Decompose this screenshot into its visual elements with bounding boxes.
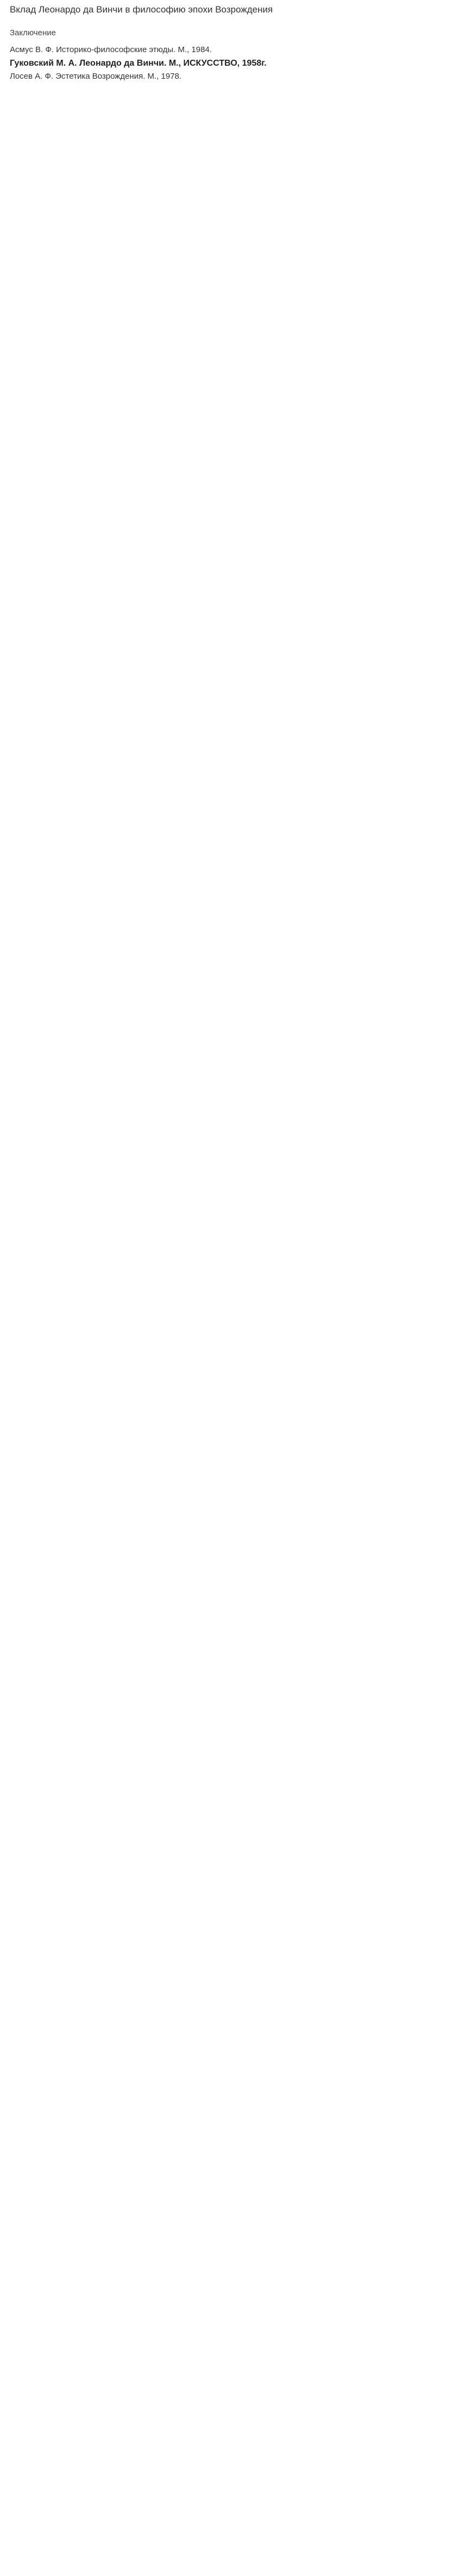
source-item: Гуковский М. А. Леонардо да Винчи. М., ИСКУССТВО, 1958г. (10, 58, 267, 68)
conclusion-heading: Заключение (10, 28, 56, 37)
document-title: Вклад Леонардо да Винчи в философию эпохи Возрождения (10, 4, 273, 15)
source-item: Лосев А. Ф. Эстетика Возрождения. М., 1978. (10, 71, 182, 81)
source-item: Асмус В. Ф. Историко-философские этюды. М., 1984. (10, 45, 212, 54)
sources-list (10, 44, 450, 83)
